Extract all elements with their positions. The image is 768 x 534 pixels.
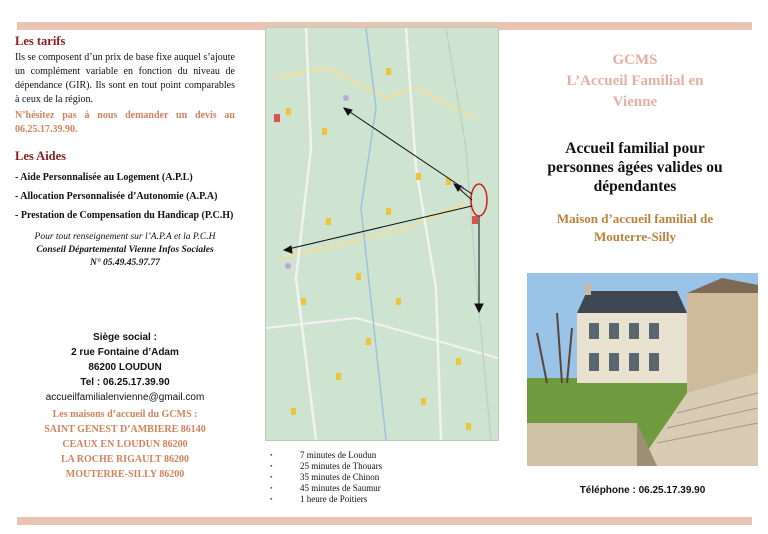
- aide-item: - Aide Personnalisée au Logement (A.P.L): [15, 172, 193, 183]
- siege-email[interactable]: accueilfamilialenvienne@gmail.com: [45, 392, 205, 403]
- aides-section: [15, 149, 235, 270]
- brochure-subtitle: [520, 139, 750, 196]
- maison-item: MOUTERRE-SILLY 86200: [65, 469, 185, 480]
- info-intro: Pour tout renseignement sur l’A.P.A et la P.C.H: [34, 232, 216, 242]
- location-map: [265, 27, 499, 441]
- siege-social: [15, 330, 235, 405]
- brand-line: GCMS: [612, 52, 658, 68]
- duration-item: ▪ 1 heure de Poitiers: [270, 494, 490, 505]
- siege-tel: Tel : 06.25.17.39.90: [80, 377, 170, 388]
- brand-line: Vienne: [612, 94, 658, 110]
- info-org: Conseil Départemental Vienne Infos Sociales: [36, 245, 214, 255]
- subtitle-line: personnes âgées valides ou: [547, 159, 723, 176]
- contact-telephone: Téléphone : 06.25.17.39.90: [579, 485, 706, 496]
- right-panel: [520, 50, 750, 246]
- tarifs-heading: Les tarifs: [15, 34, 66, 48]
- maisons-list: [15, 407, 235, 482]
- house-illustration: [527, 273, 758, 466]
- subtitle-line: Accueil familial pour: [565, 140, 705, 157]
- duration-item: ▪ 7 minutes de Loudun: [270, 450, 490, 461]
- aides-heading: Les Aides: [15, 149, 67, 163]
- maison-item: CEAUX EN LOUDUN 86200: [62, 439, 188, 450]
- maison-item: SAINT GENEST D’AMBIERE 86140: [44, 424, 206, 435]
- maison-line: Maison d’accueil familial de: [556, 211, 714, 226]
- duration-item: ▪ 25 minutes de Thouars: [270, 461, 490, 472]
- brand-title: [520, 50, 750, 113]
- travel-durations-list: [270, 450, 490, 505]
- aide-item: - Prestation de Compensation du Handicap (P.C.H): [15, 210, 234, 221]
- tarifs-cta: N’hésitez pas à nous demander un devis au 06.25.17.39.90.: [15, 110, 235, 135]
- bottom-accent-bar: [17, 517, 752, 525]
- maison-line: Mouterre-Silly: [593, 229, 677, 244]
- brand-line: L’Accueil Familial en: [566, 73, 704, 89]
- tarifs-text: Ils se composent d’un prix de base fixe auquel s’ajoute un complément variable en fonction du niveau de dépendance (GIR). Ils sont en tout point comparables à ceux de la région.: [15, 52, 235, 105]
- duration-item: ▪ 35 minutes de Chinon: [270, 472, 490, 483]
- siege-address-line2: 86200 LOUDUN: [88, 362, 162, 373]
- siege-title: Siège social :: [93, 332, 157, 343]
- maison-title: [520, 210, 750, 246]
- house-photo: [527, 273, 758, 466]
- duration-item: ▪ 45 minutes de Saumur: [270, 483, 490, 494]
- siege-address-line1: 2 rue Fontaine d’Adam: [71, 347, 179, 358]
- info-block: [15, 231, 235, 270]
- map-graphic: [266, 28, 498, 440]
- info-phone: N° 05.49.45.97.77: [89, 258, 161, 268]
- left-panel: [15, 34, 235, 480]
- aide-item: - Allocation Personnalisée d’Autonomie (A.P.A): [15, 191, 218, 202]
- subtitle-line: dépendantes: [593, 178, 677, 195]
- maisons-title: Les maisons d’accueil du GCMS :: [52, 409, 198, 420]
- maison-item: LA ROCHE RIGAULT 86200: [60, 454, 190, 465]
